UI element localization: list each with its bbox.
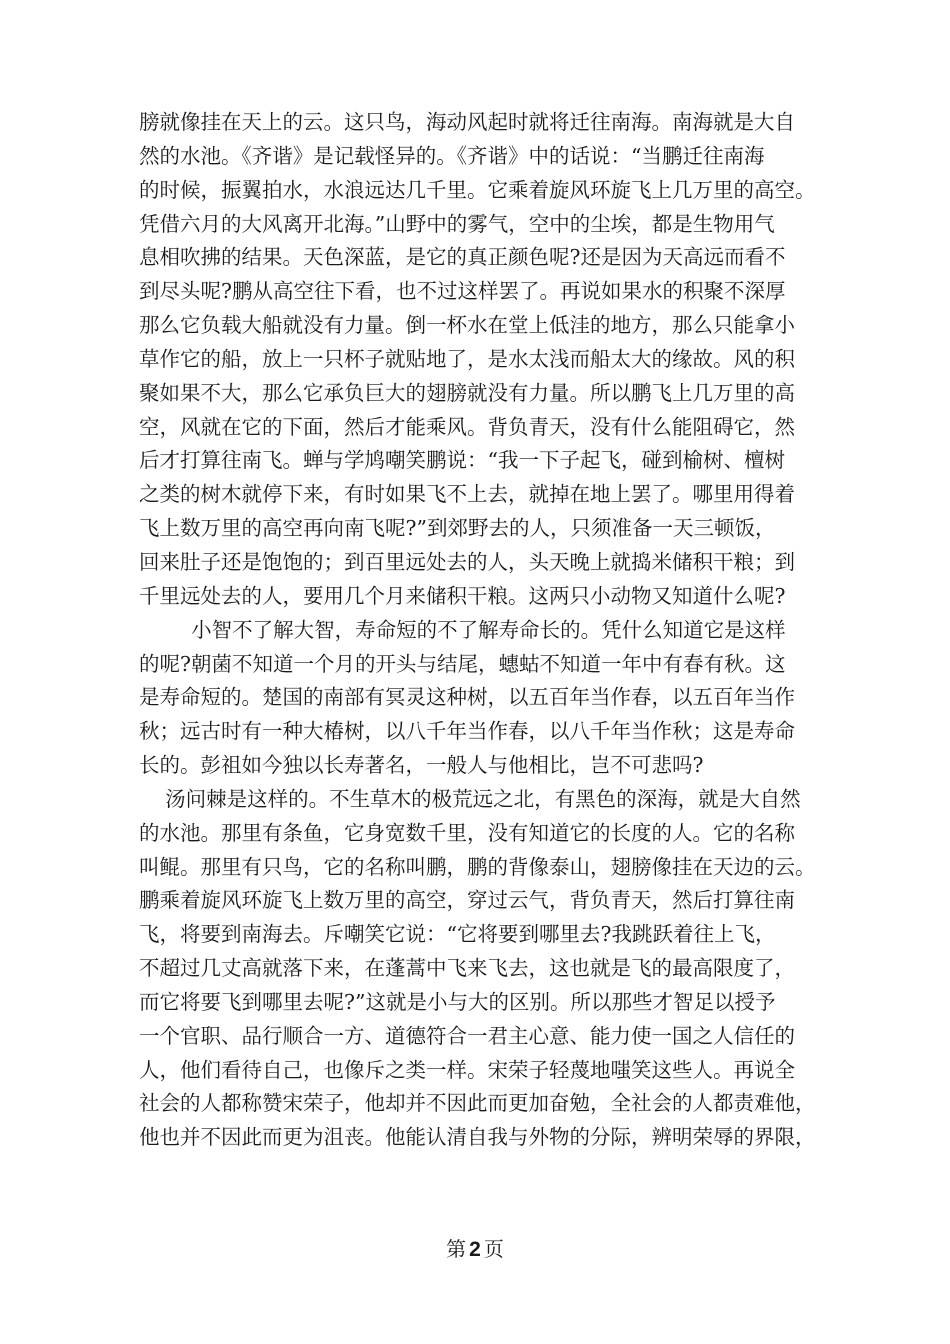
text-line: 的呢?朝菌不知道一个月的开头与结尾，蟪蛄不知道一年中有春有秋。这 [139, 651, 786, 676]
body-text [139, 106, 839, 1155]
text-line: 秋；远古时有一种大椿树，以八千年当作春，以八千年当作秋；这是寿命 [139, 719, 795, 744]
footer-prefix: 第 [446, 1237, 467, 1261]
text-line: 人，他们看待自己，也像斥之类一样。宋荣子轻蔑地嗤笑这些人。再说全 [139, 1057, 795, 1082]
text-line: 凭借六月的大风离开北海。”山野中的雾气，空中的尘埃，都是生物用气 [139, 211, 775, 236]
text-line: 空，风就在它的下面，然后才能乘风。背负青天，没有什么能阻碍它，然 [139, 414, 795, 439]
text-line: 一个官职、品行顺合一方、道德符合一君主心意、能力使一国之人信任的 [139, 1023, 795, 1048]
text-line: 草作它的船，放上一只杯子就贴地了，是水太浅而船太大的缘故。风的积 [139, 346, 795, 371]
text-line: 不超过几丈高就落下来，在蓬蒿中飞来飞去，这也就是飞的最高限度了， [139, 956, 795, 981]
text-line: 千里远处去的人，要用几个月来储积干粮。这两只小动物又知道什么呢? [139, 583, 786, 608]
text-line: 汤问棘是这样的。不生草木的极荒远之北，有黑色的深海，就是大自然 [139, 786, 801, 811]
text-line: 鹏乘着旋风环旋飞上数万里的高空，穿过云气，背负青天，然后打算往南 [139, 888, 795, 913]
text-line: 飞，将要到南海去。斥嘲笑它说：“它将要到哪里去?我跳跃着往上飞， [139, 922, 776, 947]
text-line: 之类的树木就停下来，有时如果飞不上去，就掉在地上罢了。哪里用得着 [139, 482, 795, 507]
text-line: 的时候，振翼拍水，水浪远达几千里。它乘着旋风环旋飞上几万里的高空。 [139, 177, 816, 202]
page-footer [0, 1236, 950, 1263]
text-line: 小智不了解大智，寿命短的不了解寿命长的。凭什么知道它是这样 [139, 617, 786, 642]
text-line: 膀就像挂在天上的云。这只鸟，海动风起时就将迁往南海。南海就是大自 [139, 110, 795, 134]
text-line: 长的。彭祖如今独以长寿著名，一般人与他相比，岂不可悲吗? [139, 753, 704, 778]
text-line: 聚如果不大，那么它承负巨大的翅膀就没有力量。所以鹏飞上几万里的高 [139, 380, 795, 405]
text-line: 息相吹拂的结果。天色深蓝，是它的真正颜色呢?还是因为天高远而看不 [139, 245, 786, 270]
text-line: 的水池。那里有条鱼，它身宽数千里，没有知道它的长度的人。它的名称 [139, 820, 795, 845]
text-line: 到尽头呢?鹏从高空往下看，也不过这样罢了。再说如果水的积聚不深厚 [139, 279, 786, 304]
text-line: 后才打算往南飞。蝉与学鸠嘲笑鹏说：“我一下子起飞，碰到榆树、檀树 [139, 448, 785, 473]
text-line: 然的水池。《齐谐》是记载怪异的。《齐谐》中的话说：“当鹏迁往南海 [139, 143, 765, 168]
text-line: 飞上数万里的高空再向南飞呢?”到郊野去的人，只须准备一天三顿饭， [139, 516, 776, 541]
text-line: 叫鲲。那里有只鸟，它的名称叫鹏，鹏的背像泰山，翅膀像挂在天边的云。 [139, 854, 816, 879]
page-number: 2 [469, 1238, 481, 1261]
footer-suffix: 页 [483, 1237, 504, 1261]
text-line: 社会的人都称赞宋荣子，他却并不因此而更加奋勉，全社会的人都责难他， [139, 1091, 816, 1116]
text-line: 那么它负载大船就没有力量。倒一杯水在堂上低洼的地方，那么只能拿小 [139, 313, 795, 338]
text-line: 是寿命短的。楚国的南部有冥灵这种树，以五百年当作春，以五百年当作 [139, 685, 795, 710]
text-line: 而它将要飞到哪里去呢?”这就是小与大的区别。所以那些才智足以授予 [139, 989, 776, 1014]
text-line: 他也并不因此而更为沮丧。他能认清自我与外物的分际，辨明荣辱的界限， [139, 1125, 816, 1150]
text-line: 回来肚子还是饱饱的；到百里远处去的人，头天晚上就捣米储积干粮；到 [139, 549, 795, 574]
